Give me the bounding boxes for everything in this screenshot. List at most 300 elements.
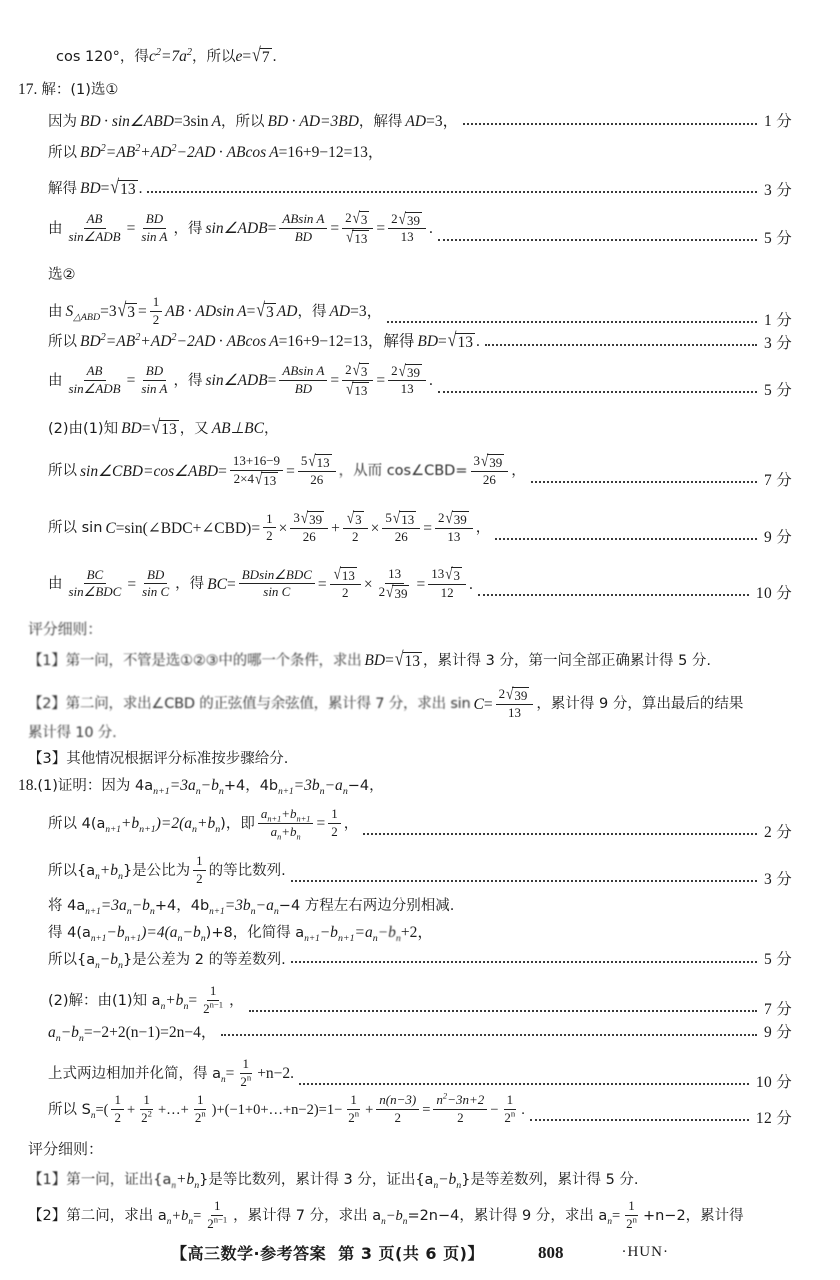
- math-eq-17: =: [286, 462, 295, 480]
- math-eq-24: =: [483, 695, 493, 713]
- math-eq-3sin: =3sin: [173, 113, 209, 130]
- frac-13r3-12: 13 √ 3 12: [428, 567, 466, 600]
- math-eq-9: =3，: [350, 303, 383, 321]
- math-p18-mid4: $=3b_n$: [293, 777, 325, 798]
- math-p18-mid3: +4，$4b_{n+1}$: [223, 777, 294, 797]
- math-t7-mid: $-b_n$: [60, 1024, 84, 1045]
- math-dot-3: ·: [218, 144, 224, 161]
- math-t3-m1: $=3a_n$: [100, 897, 132, 918]
- math-adsin: ADsin: [195, 303, 235, 321]
- text-grading-2-tail: ，累计得 9 分，算出最后的结果: [536, 696, 744, 713]
- math-dot-4: ·: [187, 303, 193, 321]
- math-t4-m3: $-b_n$: [182, 924, 206, 945]
- math-ad-3: AD: [276, 303, 298, 321]
- math-nums-1: =16+9−12=13，: [278, 144, 384, 161]
- math-ad-4: AD: [329, 303, 351, 321]
- step-17-2: [48, 142, 792, 161]
- frac-2r39-13: 2 √ 39 13: [388, 212, 426, 245]
- leader: [363, 827, 757, 835]
- text-e2-m5: +n−2，累计得: [642, 1207, 744, 1224]
- text-grading-2-head: 【2】第二问，求出∠CBD 的正弦值与余弦值，累计得 7 分，求出 sin: [28, 696, 471, 713]
- math-eq-3bd: =3BD: [320, 113, 359, 130]
- math-eq-8: =: [246, 303, 256, 321]
- math-eq-20: =: [226, 575, 236, 593]
- leader: [438, 930, 787, 936]
- comma-5: ，: [229, 992, 244, 1009]
- math-t3-m2: $-b_n$: [131, 897, 155, 918]
- score-mark-11: 3 分: [763, 870, 792, 888]
- math-dot-1: ·: [103, 113, 109, 130]
- leader: [81, 272, 788, 278]
- math-eq-2: =: [100, 180, 110, 198]
- frac-n2-3n2-2: $\frac{n^2-3n+2}{2}$: [433, 1093, 487, 1125]
- math-sinadb-3: sin∠ADB: [205, 372, 268, 390]
- math-sub-n1-a: n+1: [153, 786, 170, 798]
- leader: [108, 1146, 767, 1152]
- text-suoyi-0: ，所以: [192, 48, 236, 65]
- frac-1-2n-e: $\frac{1}{2^n}$: [626, 1198, 637, 1231]
- math-s-triangle: $S_{\triangle ABD}$: [65, 303, 101, 324]
- math-a-1: A: [211, 113, 222, 130]
- leader: [291, 874, 757, 882]
- math-t4-m5: $-b_{n+1}$: [319, 924, 355, 945]
- period-3: .: [475, 333, 480, 351]
- text-t4-m4: )+8，化简得 $a_{n+1}$: [205, 924, 320, 944]
- score-mark-13: 7 分: [763, 1000, 792, 1018]
- frac-3r39-26: 3 √ 39 26: [471, 454, 509, 487]
- score-mark-3: 5 分: [763, 229, 792, 247]
- math-eq-22: =: [416, 575, 426, 593]
- text-t2-pre: 所以{$a_n$: [48, 862, 100, 882]
- math-e1-m3: $-b_n$: [438, 1171, 462, 1192]
- math-c2: $c^2$: [148, 47, 161, 66]
- math-eq-26: =: [188, 992, 198, 1010]
- frac-r13-2: √ 13 2: [330, 567, 361, 600]
- grading-item-18-2: [28, 1200, 772, 1232]
- text-jiede-1: ，解得: [358, 113, 403, 130]
- text-t3-m6: −4 方程左右两边分别相减.: [278, 897, 455, 914]
- leader: [107, 626, 767, 632]
- math-c-2: C: [473, 695, 484, 713]
- math-eq-12: =: [267, 372, 277, 390]
- math-t4-m8: +2，: [400, 924, 433, 941]
- math-minus-2ad: −2AD: [176, 144, 216, 161]
- step-18-7: [48, 1024, 792, 1045]
- math-t4-m1: $-b_{n+1}$: [106, 924, 142, 945]
- math-t6-mid: $+b_n$: [165, 992, 189, 1013]
- text-suoyi-4: 所以: [48, 463, 77, 480]
- footer-page-code: 808: [537, 1242, 564, 1262]
- step-17-1: [48, 114, 792, 130]
- text-you-3: 由: [48, 372, 63, 389]
- math-t5-mid: $-b_n$: [99, 951, 123, 972]
- frac-ab-sinadb-2: AB sin∠ADB: [68, 363, 121, 396]
- math-eq-18: =: [423, 519, 432, 537]
- text-grading-1: 【1】第一问，不管是选①②③中的哪一个条件，求出: [28, 652, 362, 669]
- comma-4: ，: [343, 815, 359, 832]
- math-dot-2: ·: [291, 113, 297, 130]
- text-t8-pre: 上式两边相加并化简，得 $a_n$: [48, 1065, 226, 1085]
- radical-13-2: √ 13: [447, 329, 473, 352]
- math-plus-ad2: $+AD^2$: [140, 142, 177, 161]
- math-eq-ab2: $=AB^2$: [105, 142, 141, 161]
- math-t7-post: =−2+2(n−1)=2n−4，: [83, 1024, 217, 1041]
- problem-number-17: 17.: [18, 81, 38, 98]
- text-t9-pre: 所以 $S_n$: [48, 1101, 96, 1121]
- math-eq-27: =: [225, 1065, 235, 1083]
- leader: [388, 150, 787, 156]
- math-a-3: A: [237, 303, 247, 321]
- radical-13-4: √ 13: [394, 648, 421, 671]
- math-e2-m1: $+b_n$: [171, 1207, 194, 1227]
- frac-1-2n-d: $\frac{1}{2^n}$: [504, 1092, 516, 1125]
- math-t3-m5: $-a_n$: [255, 897, 279, 918]
- math-bd-sq: $BD^2$: [80, 142, 106, 161]
- problem-number-18: 18.: [18, 777, 38, 794]
- text-suoyi-3: 所以: [48, 333, 77, 350]
- step-17-7: [48, 360, 792, 399]
- text-e2-m4: =2n−4，累计得 9 分，求出 $a_n$: [407, 1207, 612, 1227]
- score-mark-6: 5 分: [763, 381, 792, 399]
- frac-2r39-13-c: 2 √ 39 13: [496, 687, 534, 720]
- math-minus-2ad-b: −2AD: [176, 333, 216, 351]
- period-0: .: [272, 48, 277, 66]
- math-plus-1: +: [331, 519, 340, 537]
- text-t5-pre: 所以{$a_n$: [48, 951, 100, 971]
- frac-2r3-r13-2: 2 √ 3 √ 13: [342, 363, 373, 397]
- comma-1: ，: [263, 420, 279, 437]
- score-mark-14: 9 分: [763, 1024, 792, 1041]
- grading-item-17-2-cont: [28, 726, 772, 741]
- frac-ab-sinadb: AB sin∠ADB: [68, 211, 121, 244]
- frac-2r3-r13: 2 √ 3 √ 13: [342, 211, 373, 245]
- math-t3-m3: +4，$4b_{n+1}$: [154, 897, 225, 917]
- math-t1-p1: $+b_{n+1}$: [120, 815, 156, 836]
- leader: [495, 532, 757, 540]
- period-2: .: [428, 220, 433, 238]
- frac-asum-bsum: $\frac{a_{n+1}+b_{n+1}}{a_n+b_n}$: [258, 807, 314, 839]
- math-p18-mid2: $-b_n$: [200, 777, 224, 798]
- text-you-2: 由: [48, 303, 63, 320]
- step-18-1: [48, 808, 792, 840]
- math-plus-ellipsis: +…+: [157, 1101, 189, 1118]
- step-18-8: [48, 1058, 792, 1090]
- leader: [121, 730, 767, 736]
- math-t3-m4: $=3b_n$: [224, 897, 256, 918]
- math-eq-3: =3，: [426, 113, 459, 130]
- score-mark-12: 5 分: [763, 951, 792, 968]
- step-17-9: [48, 451, 792, 489]
- math-bc-2: BC: [207, 575, 227, 593]
- frac-2r39-13-2: 2 √ 39 13: [388, 364, 426, 397]
- leader: [389, 783, 757, 789]
- grading-details-18-title: [28, 1142, 772, 1157]
- math-bd-4: BD: [417, 333, 439, 351]
- leader: [293, 756, 767, 762]
- math-bd-sq-2: $BD^2$: [80, 332, 106, 351]
- step-17-11: [48, 564, 792, 602]
- text-t1-suoyi: 所以 $4(a_{n+1}$: [48, 815, 121, 835]
- math-eq-ab2-b: $=AB^2$: [105, 332, 141, 351]
- period-6: .: [521, 1101, 525, 1118]
- period-4: .: [428, 372, 433, 390]
- leader: [485, 338, 757, 346]
- math-bd-6: BD: [364, 652, 386, 670]
- math-t4-m6: $=a_n$: [354, 924, 378, 945]
- step-18-6: [48, 985, 792, 1017]
- math-eq-13: =: [330, 372, 340, 390]
- math-equals-0: =: [242, 48, 252, 66]
- math-eq-16: =: [218, 462, 227, 480]
- text-you-again: ，又: [179, 420, 209, 437]
- text-yinwei: 因为: [48, 113, 77, 130]
- grading-details-17-title: [28, 622, 772, 637]
- text-suoyi-1: ，所以: [221, 113, 265, 130]
- frac-1-2-b: $\frac{1}{2}$: [328, 807, 341, 839]
- score-mark-7: 7 分: [763, 471, 792, 489]
- leader: [463, 117, 757, 125]
- score-mark-4: 1 分: [763, 311, 792, 329]
- score-mark-1: 1 分: [763, 113, 792, 130]
- math-ab-perp-bc: AB⊥BC: [211, 420, 264, 438]
- grading-item-18-1: [28, 1171, 772, 1192]
- step-17-6: [48, 329, 792, 352]
- score-mark-9: 10 分: [755, 584, 792, 602]
- math-times-3: ×: [363, 575, 373, 593]
- math-eq-7: =: [138, 303, 147, 321]
- score-mark-10: 2 分: [763, 823, 792, 841]
- text-t2-tail: 的等比数列.: [208, 862, 286, 879]
- frac-5r13-26: 5 √ 13 26: [298, 454, 336, 487]
- text-you-4: 由: [48, 576, 63, 593]
- radical-13-1: √ 13: [110, 176, 136, 199]
- step-17-3: [48, 176, 792, 199]
- step-18-3: [48, 897, 792, 918]
- frac-13p16m9: 13+16−9 2×4 √ 13: [230, 454, 283, 487]
- step-17-4: [48, 208, 792, 247]
- frac-1-2sq: $\frac{1}{2^2}$: [141, 1092, 152, 1125]
- period-5: .: [468, 575, 473, 593]
- math-sin-abd: sin∠ABD: [111, 113, 174, 130]
- leader: [530, 1113, 749, 1121]
- text-de-1: ，得: [173, 220, 203, 237]
- leader: [749, 1221, 767, 1227]
- frac-bdsin-sinc: BDsin∠BDC sin C: [239, 568, 315, 600]
- math-t1-p2: )$=2(a_n$: [155, 815, 197, 836]
- footer-title: 【高三数学·参考答案 第 3 页(共 6 页)】: [171, 1244, 484, 1263]
- text-you-1: 由: [48, 220, 63, 237]
- leader: [147, 185, 757, 193]
- math-a-4: A: [269, 333, 279, 351]
- text-t2-post: }是公比为: [122, 862, 191, 879]
- text-suoyi-5: 所以 sin: [48, 520, 103, 537]
- leader: [283, 427, 787, 433]
- math-dot-5: ·: [218, 333, 224, 351]
- frac-3r39-26-b: 3 √ 39 26: [290, 511, 328, 544]
- math-minus-1: −: [490, 1101, 499, 1118]
- leader: [221, 1028, 757, 1036]
- math-eq-5: =: [330, 220, 340, 238]
- leader: [459, 903, 787, 909]
- math-sin-cbd: sin∠CBD: [80, 462, 143, 480]
- math-t1-p3: $+b_n$: [196, 815, 221, 836]
- comma-2: ，: [511, 463, 526, 480]
- math-times-1: ×: [278, 519, 288, 537]
- math-eq-6: =: [376, 220, 386, 238]
- frac-5r13-26-b: 5 √ 13 26: [382, 511, 420, 544]
- math-abcos: ABcos: [226, 144, 267, 161]
- leader: [281, 55, 787, 61]
- score-mark-8: 9 分: [763, 528, 792, 546]
- leader: [249, 1004, 757, 1012]
- math-plus-3: +: [365, 1101, 374, 1118]
- math-sinadb-2: sin∠ADB: [205, 220, 268, 238]
- leader: [123, 87, 757, 93]
- text-t3: 将 $4a_{n+1}$: [48, 897, 101, 917]
- math-plus-ad2-b: $+AD^2$: [140, 332, 177, 351]
- grading-item-17-3: [28, 752, 772, 767]
- radical-13-3: √ 13: [151, 416, 177, 439]
- math-eq-sin-sum: =sin(∠BDC+∠CBD)=: [115, 519, 261, 537]
- step-18-4: [48, 924, 792, 945]
- math-eq-19: =: [127, 575, 137, 593]
- text-conger: ，从而 cos∠CBD=: [338, 463, 468, 480]
- math-t8-post: +n−2.: [257, 1065, 295, 1083]
- radical-3-1: √ 3: [117, 299, 136, 321]
- math-t7-pre: $a_n$: [48, 1024, 61, 1045]
- grading-item-17-1: [28, 648, 772, 671]
- text-t4: 得 $4(a_{n+1}$: [48, 924, 107, 944]
- math-t9-eq1: =(: [95, 1101, 109, 1118]
- math-bd-3: BD: [80, 180, 101, 198]
- math-bd-5: BD: [121, 420, 142, 438]
- text-pingfenxize-2: 评分细则：: [28, 1140, 104, 1158]
- math-eq-21: =: [317, 575, 327, 593]
- frac-absina-bd: $\frac{\text{ABsin A}}{BD}$: [279, 212, 327, 244]
- leader: [716, 659, 767, 665]
- math-eq-29: =: [193, 1207, 202, 1224]
- frac-nn3-2: $\frac{n(n-3)}{2}$: [376, 1093, 419, 1125]
- text-t5-post: }是公差为 2 的等差数列.: [122, 951, 286, 968]
- text-e1-m4: }是等差数列，累计得 5 分.: [461, 1171, 639, 1188]
- text-grading-2-line2: 累计得 10 分.: [28, 725, 117, 741]
- frac-1-2-d: 1 2: [111, 1093, 124, 1125]
- math-eq-3b: =: [126, 220, 136, 238]
- text-jiede-2: 解得: [48, 180, 77, 197]
- math-eq-cos-abd: =cos∠ABD: [142, 462, 219, 480]
- leader: [438, 385, 757, 393]
- math-a-2: A: [269, 144, 279, 161]
- option-2-header: [48, 268, 792, 283]
- text-e1-m2: }是等比数列，累计得 3 分，证出{$a_n$: [199, 1171, 439, 1191]
- math-plus-2: +: [126, 1101, 136, 1118]
- step-17-8: [48, 416, 792, 439]
- math-t4-m2: )$=4(a_n$: [141, 924, 183, 945]
- math-bd-2: BD: [267, 113, 289, 130]
- math-eq-4: =: [267, 220, 277, 238]
- score-mark-15: 10 分: [755, 1073, 792, 1091]
- text-e2-pre: 【2】第二问，求出 $a_n$: [28, 1207, 172, 1227]
- text-jie-xuan1: 解：(1)选①: [41, 81, 119, 98]
- math-eq-14: =: [376, 372, 386, 390]
- math-eq-11: =: [126, 372, 136, 390]
- frac-1-2n1-b: $\frac{1}{2^{n-1}}$: [207, 1198, 228, 1231]
- text-t1-p4: )，即: [220, 815, 255, 832]
- text-grading-1-tail: ，累计得 3 分，第一问全部正确累计得 5 分.: [423, 652, 712, 669]
- frac-2r39-13-b: 2 √ 39 13: [435, 511, 473, 544]
- frac-bc-sinbdc: BC sin∠BDC: [68, 566, 122, 600]
- leader: [478, 588, 749, 596]
- step-18-5: [48, 951, 792, 972]
- math-c-1: C: [105, 519, 116, 537]
- problem-17-header: [18, 82, 762, 98]
- frac-13-2r39: 13 2 √ 39: [378, 566, 408, 601]
- frac-1-2n-b: $\frac{1}{2^n}$: [194, 1092, 206, 1125]
- grading-item-17-2: [28, 684, 772, 721]
- step-17-5: [48, 296, 792, 328]
- line-cos120: [48, 44, 792, 67]
- math-t2-mid: $+b_n$: [99, 862, 123, 883]
- score-mark-16: 12 分: [755, 1109, 792, 1127]
- frac-1-2-c: 1 2: [193, 854, 206, 886]
- text-xuan2: 选②: [48, 267, 76, 283]
- text-part2-17: (2)由(1)知: [48, 420, 119, 437]
- math-eq-10: =: [438, 333, 447, 351]
- math-eq-7a2: $=7a^2$: [160, 47, 193, 66]
- math-abcos-2: ABcos: [226, 333, 267, 351]
- leader: [387, 315, 757, 323]
- frac-absina-bd-2: $\frac{\text{ABsin A}}{BD}$: [279, 364, 327, 396]
- period-1: .: [138, 180, 143, 198]
- math-times-2: ×: [370, 519, 380, 537]
- radical-3-2: √ 3: [256, 299, 274, 321]
- leader: [438, 233, 757, 241]
- frac-1-2-a: $\frac{1}{2}$: [263, 512, 276, 544]
- text-de-4: ，得: [175, 576, 205, 593]
- math-ad-2: AD: [405, 113, 427, 130]
- text-t6-pre: (2)解：由(1)知 $a_n$: [48, 992, 166, 1012]
- radical-7: √ 7: [252, 44, 270, 67]
- page-footer: [0, 1241, 840, 1264]
- frac-1-2n-c: $\frac{1}{2^n}$: [348, 1092, 360, 1125]
- step-18-2: [48, 855, 792, 887]
- math-ab-2: AB: [165, 303, 185, 321]
- frac-bd-sina: $\frac{BD}{\text{sin A}}$: [141, 211, 168, 244]
- leader: [644, 1177, 767, 1183]
- math-nums-2: =16+9−12=13，解得: [278, 333, 415, 351]
- math-e: e: [235, 48, 243, 66]
- math-p18-mid6: −4，: [347, 777, 384, 794]
- math-eq-23: =: [385, 652, 394, 670]
- math-ad-1: AD: [299, 113, 321, 130]
- text-e1-pre: 【1】第一问，证出{$a_n$: [28, 1171, 176, 1191]
- text-pingfenxize-1: 评分细则：: [28, 620, 103, 638]
- comma-3: ，: [475, 520, 491, 537]
- footer-region-code: ·HUN·: [621, 1244, 669, 1260]
- problem-18-header: [18, 777, 762, 798]
- leader: [748, 710, 767, 716]
- step-17-10: [48, 508, 792, 546]
- score-mark-5: 3 分: [763, 334, 792, 352]
- math-p18-mid1: $=3a_n$: [169, 777, 201, 798]
- score-mark-2: 3 分: [763, 181, 792, 199]
- math-eq-3r3: =3: [100, 303, 117, 321]
- text-e2-m2: ，累计得 7 分，求出 $a_n$: [233, 1207, 386, 1227]
- text-suoyi-2: 所以: [48, 144, 77, 161]
- math-t4-m7: $-b_n$: [377, 924, 401, 945]
- text-grading-3: 【3】其他情况根据评分标准按步骤给分.: [28, 751, 289, 767]
- leader: [291, 955, 757, 963]
